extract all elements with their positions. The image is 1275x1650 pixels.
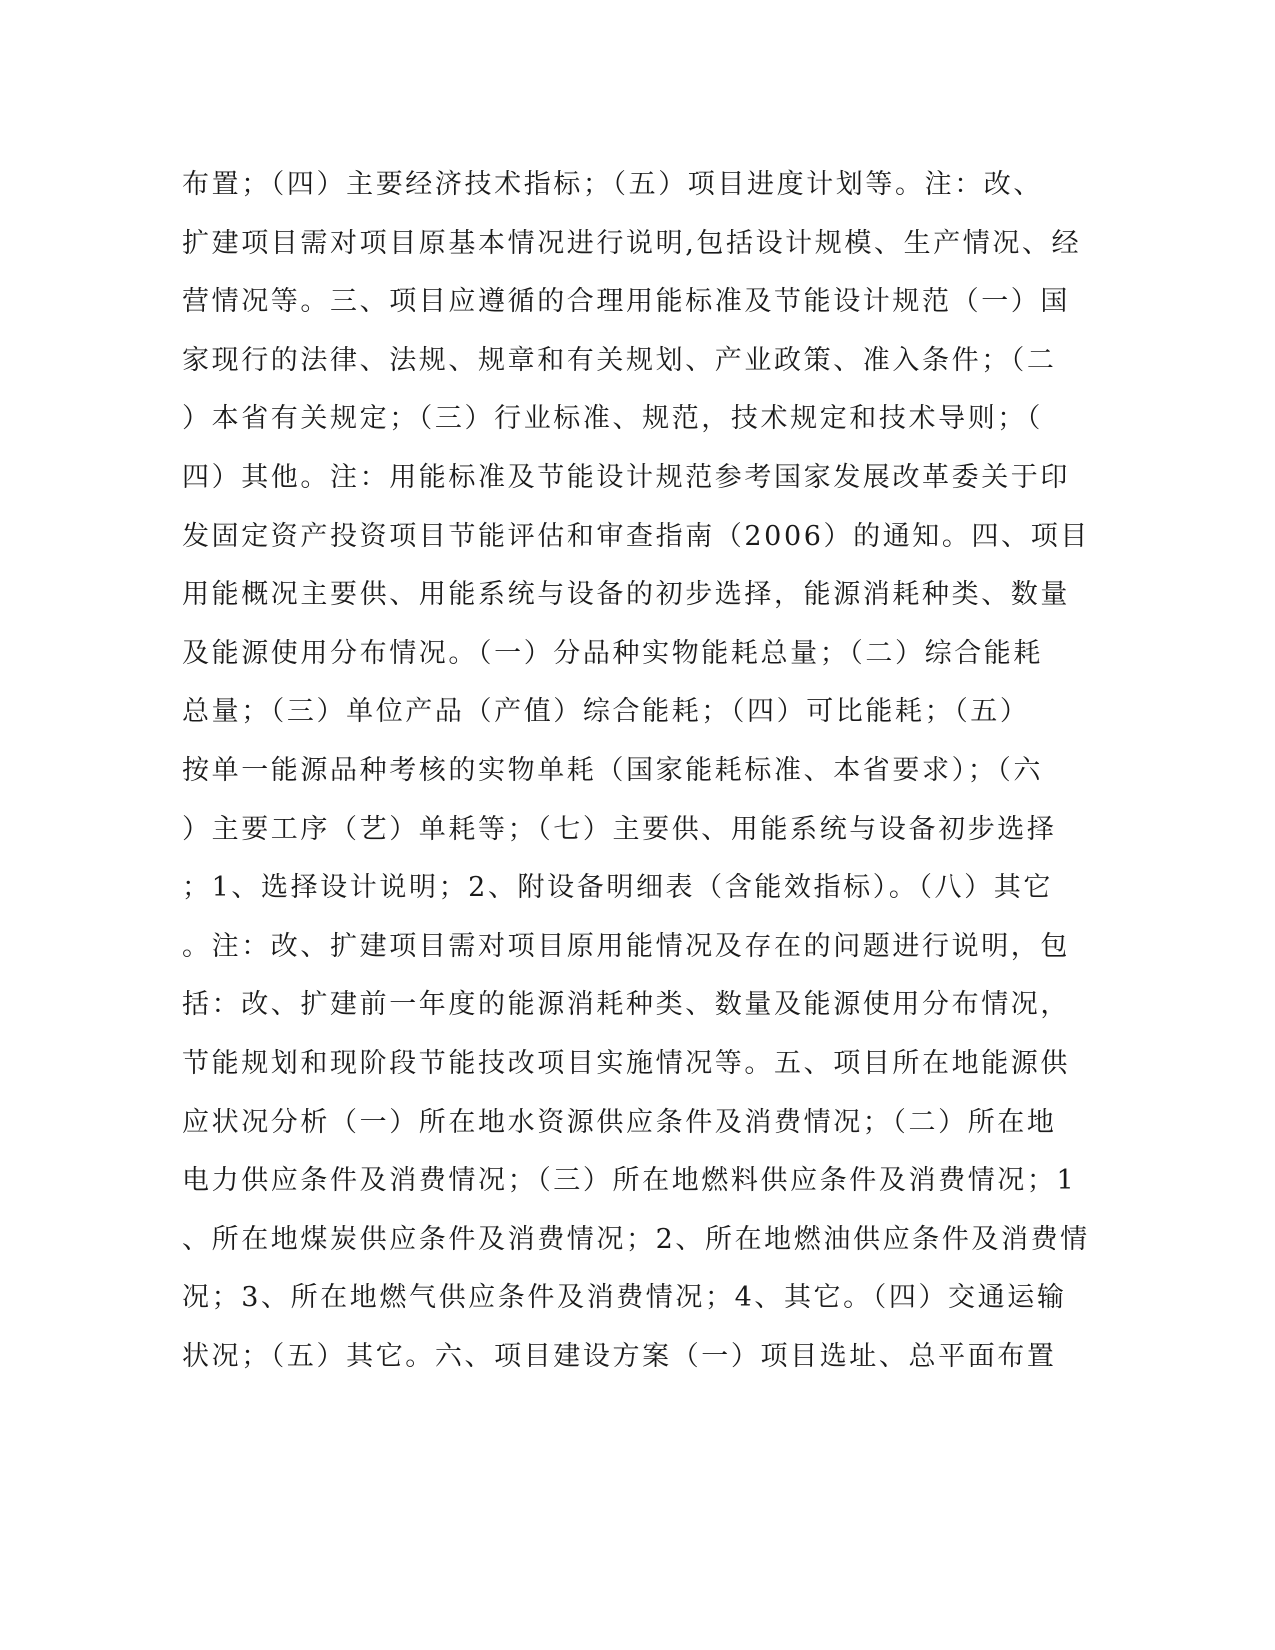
text-line: 四）其他。注：用能标准及节能设计规范参考国家发展改革委关于印 <box>182 461 1070 493</box>
text-line: 营情况等。三、项目应遵循的合理用能标准及节能设计规范（一）国 <box>182 286 1070 318</box>
text-line: 状况；（五）其它。六、项目建设方案（一）项目选址、总平面布置 <box>182 1340 1057 1372</box>
body-text <box>182 156 1090 1386</box>
text-line: 应状况分析（一）所在地水资源供应条件及消费情况；（二）所在地 <box>182 1106 1057 1138</box>
text-line: 及能源使用分布情况。（一）分品种实物能耗总量；（二）综合能耗 <box>182 637 1043 669</box>
text-line: ）本省有关规定；（三）行业标准、规范，技术规定和技术导则；（ <box>182 403 1043 435</box>
text-line: 况；3、所在地燃气供应条件及消费情况；4、其它。（四）交通运输 <box>182 1282 1067 1314</box>
text-line: 总量；（三）单位产品（产值）综合能耗；（四）可比能耗；（五） <box>182 696 1030 728</box>
text-line: 家现行的法律、法规、规章和有关规划、产业政策、准入条件；（二 <box>182 344 1057 376</box>
text-line: 电力供应条件及消费情况；（三）所在地燃料供应条件及消费情况；1 <box>182 1165 1077 1197</box>
text-line: 发固定资产投资项目节能评估和审查指南（2006）的通知。四、项目 <box>182 520 1090 552</box>
text-line: 节能规划和现阶段节能技改项目实施情况等。五、项目所在地能源供 <box>182 1047 1070 1079</box>
text-line: 。注：改、扩建项目需对项目原用能情况及存在的问题进行说明，包 <box>182 930 1070 962</box>
text-line: 、所在地煤炭供应条件及消费情况；2、所在地燃油供应条件及消费情 <box>182 1223 1090 1255</box>
text-line: ）主要工序（艺）单耗等；（七）主要供、用能系统与设备初步选择 <box>182 813 1057 845</box>
text-line: 用能概况主要供、用能系统与设备的初步选择，能源消耗种类、数量 <box>182 579 1070 611</box>
text-line: 扩建项目需对项目原基本情况进行说明,包括设计规模、生产情况、经 <box>182 227 1082 259</box>
text-line: 括：改、扩建前一年度的能源消耗种类、数量及能源使用分布情况， <box>182 989 1070 1021</box>
text-line: 布置；（四）主要经济技术指标；（五）项目进度计划等。注：改、 <box>182 169 1043 200</box>
text-line: 按单一能源品种考核的实物单耗（国家能耗标准、本省要求）；（六 <box>182 754 1043 786</box>
text-line: ；1、选择设计说明；2、附设备明细表（含能效指标）。（八）其它 <box>182 872 1053 904</box>
